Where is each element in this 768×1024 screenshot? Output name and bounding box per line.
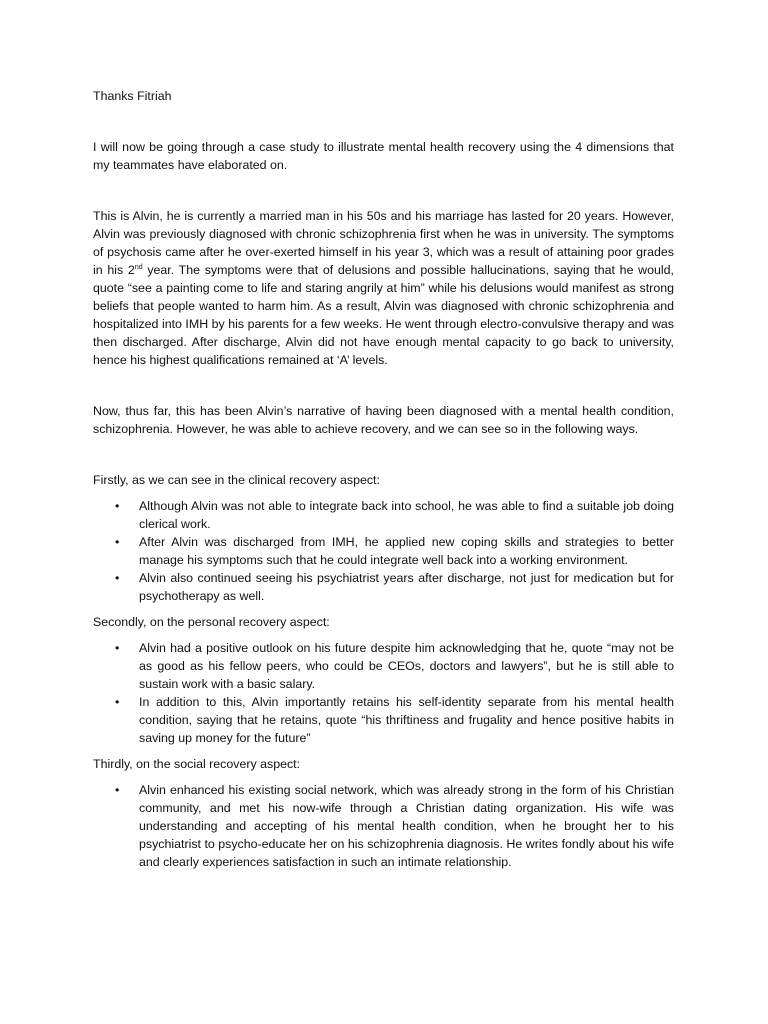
list-item: • Alvin enhanced his existing social network, which was already strong in the form of his Christian community, and met his now-wife through a Christian dating organization. His wife was understanding and accepting of his mental health condition, when he brought her to his psychiatrist to psycho-educate her on his schizophrenia diagnosis. He writes fondly about his wife and clearly experiences satisfaction in such an intimate relationship.	[93, 781, 674, 871]
list-item: • In addition to this, Alvin importantly retains his self-identity separate from his mental health condition, saying that he retains, quote “his thriftiness and frugality and hence positive habits in saving up money for the future”	[93, 693, 674, 747]
case-study-paragraph	[93, 207, 674, 369]
personal-recovery-heading: Secondly, on the personal recovery aspect:	[93, 615, 330, 629]
list-item: • After Alvin was discharged from IMH, he applied new coping skills and strategies to better manage his symptoms such that he could integrate well back into a working environment.	[93, 533, 674, 569]
case-text-part-2: year. The symptoms were that of delusions and possible hallucinations, saying that he would, quote “see a painting come to life and staring angrily at him” while his delusions would manifest as strong beliefs that people wanted to harm him. As a result, Alvin was diagnosed with chronic schizophrenia and hospitalized into IMH by his parents for a few weeks. He went through electro-convulsive therapy and was then discharged. After discharge, Alvin did not have enough mental capacity to go back to university, hence his highest qualifications remained at ‘A’ levels.	[93, 263, 674, 367]
greeting-line: Thanks Fitriah	[93, 89, 172, 103]
list-item: • Alvin had a positive outlook on his future despite him acknowledging that he, quote “may not be as good as his fellow peers, who could be CEOs, doctors and lawyers”, but he is still able to sustain work with a basic salary.	[93, 639, 674, 693]
list-item: • Although Alvin was not able to integrate back into school, he was able to find a suitable job doing clerical work.	[93, 497, 674, 533]
social-recovery-list	[93, 781, 674, 871]
clinical-recovery-list	[93, 497, 674, 605]
case-text-part-1: This is Alvin, he is currently a married man in his 50s and his marriage has lasted for 20 years. However, Alvin was previously diagnosed with chronic schizophrenia first when he was in university. The symptoms of psychosis came after he over-exerted himself in his year 3, which was a result of attaining poor grades in his 2	[93, 209, 674, 277]
social-recovery-heading: Thirdly, on the social recovery aspect:	[93, 757, 301, 771]
ordinal-superscript: nd	[134, 263, 143, 271]
intro-paragraph: I will now be going through a case study to illustrate mental health recovery using the 4 dimensions that my teammates have elaborated on.	[93, 140, 674, 172]
personal-recovery-list	[93, 639, 674, 747]
clinical-recovery-heading: Firstly, as we can see in the clinical recovery aspect:	[93, 473, 380, 487]
narrative-paragraph: Now, thus far, this has been Alvin’s narrative of having been diagnosed with a mental health condition, schizophrenia. However, he was able to achieve recovery, and we can see so in the following ways.	[93, 404, 674, 436]
list-item: • Alvin also continued seeing his psychiatrist years after discharge, not just for medication but for psychotherapy as well.	[93, 569, 674, 605]
document-page	[93, 87, 674, 879]
